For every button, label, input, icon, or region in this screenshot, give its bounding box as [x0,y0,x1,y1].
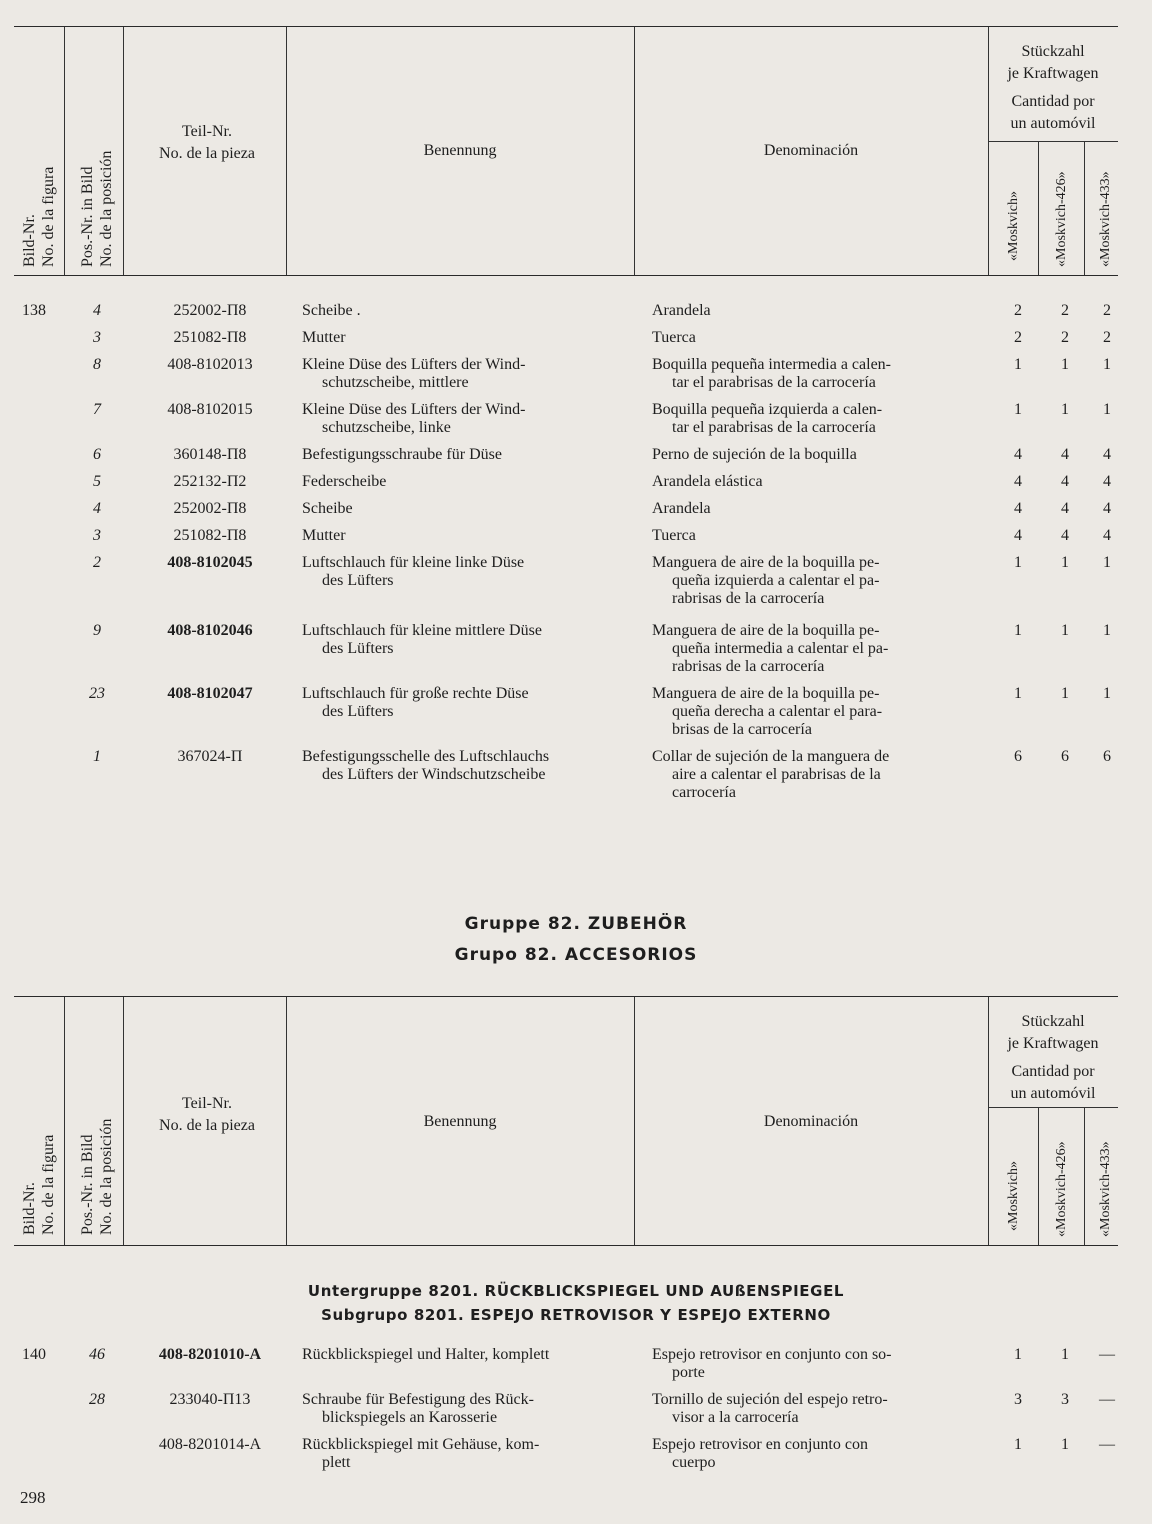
name-es: Arandela [652,500,711,517]
name-de: Scheibe . [302,302,361,319]
name-es: Arandela elástica [652,473,763,490]
position-number: 23 [89,685,105,702]
header-pos-col: Pos.-Nr. in Bild No. de la posición [79,150,115,267]
page-number: 298 [20,1488,46,1507]
qty-moskvich-433: 4 [1103,473,1111,490]
name-es: Boquilla pequeña izquierda a calen- tar el parabrisas de la carrocería [652,401,883,436]
qty-moskvich-426: 1 [1061,356,1069,373]
name-es: Espejo retrovisor en conjunto con cuerpo [652,1436,868,1471]
qty-moskvich-426: 1 [1061,622,1069,639]
header-name-es: Denominación [763,142,859,159]
name-de: Rückblickspiegel und Halter, komplett [302,1346,550,1363]
name-es: Espejo retrovisor en conjunto con so- porte [652,1346,892,1381]
qty-moskvich: 2 [1014,329,1022,346]
qty-moskvich: 1 [1014,1436,1022,1453]
subgroup-title-de: Untergruppe 8201. RÜCKBLICKSPIEGEL UND AUßENSPIEGEL [307,1282,845,1300]
qty-moskvich-433: 1 [1103,685,1111,702]
qty-moskvich-426: 1 [1061,685,1069,702]
qty-moskvich: 4 [1014,500,1022,517]
name-es: Tornillo de sujeción del espejo retro- visor a la carrocería [652,1391,888,1426]
qty-moskvich-433: — [1099,1346,1115,1363]
position-number: 3 [93,329,101,346]
header-name-de: Benennung [423,142,497,159]
figure-number: 138 [22,302,46,319]
part-number: 251082-П8 [173,329,247,346]
name-es: Tuerca [652,329,696,346]
header-model-1: «Moskvich» [1006,191,1021,261]
position-number: 3 [93,527,101,544]
part-number: 408-8102013 [167,356,253,373]
name-de: Kleine Düse des Lüfters der Wind- schutzscheibe, linke [302,401,526,436]
qty-moskvich: 4 [1014,527,1022,544]
part-number: 408-8102046 [167,622,253,639]
qty-moskvich-426: 4 [1061,500,1069,517]
position-number: 8 [93,356,101,373]
position-number: 1 [93,748,101,765]
position-number: 2 [93,554,101,571]
qty-moskvich-426: 4 [1061,446,1069,463]
position-number: 4 [93,302,101,319]
name-de: Kleine Düse des Lüfters der Wind- schutzscheibe, mittlere [302,356,526,391]
qty-moskvich: 1 [1014,685,1022,702]
qty-moskvich-426: 6 [1061,748,1069,765]
position-number: 4 [93,500,101,517]
table-header-top [14,26,1118,276]
qty-moskvich: 3 [1014,1391,1022,1408]
name-de: Luftschlauch für kleine mittlere Düse des Lüfters [302,622,542,657]
qty-moskvich-426: 4 [1061,473,1069,490]
name-es: Boquilla pequeña intermedia a calen- tar el parabrisas de la carrocería [652,356,892,391]
subgroup-title-es: Subgrupo 8201. ESPEJO RETROVISOR Y ESPEJO EXTERNO [321,1306,831,1324]
qty-moskvich-426: 1 [1061,1346,1069,1363]
part-number: 367024-П [177,748,243,765]
part-number: 252132-П2 [173,473,247,490]
qty-moskvich-433: 2 [1103,302,1111,319]
qty-moskvich: 1 [1014,401,1022,418]
header-pos-col: Pos.-Nr. in Bild No. de la posición [79,1118,115,1235]
qty-moskvich-426: 3 [1061,1391,1069,1408]
name-de: Luftschlauch für kleine linke Düse des Lüfters [302,554,525,589]
qty-moskvich-426: 1 [1061,554,1069,571]
part-number: 408-8102047 [167,685,253,702]
header-model-3: «Moskvich-433» [1098,1141,1113,1237]
qty-moskvich: 2 [1014,302,1022,319]
name-es: Arandela [652,302,711,319]
group-title-de: Gruppe 82. ZUBEHÖR [464,914,688,934]
position-number: 9 [93,622,101,639]
header-name-es: Denominación [763,1113,859,1130]
part-number: 360148-П8 [173,446,247,463]
figure-number: 140 [22,1346,46,1363]
qty-moskvich-433: 1 [1103,401,1111,418]
name-de: Mutter [302,527,346,544]
name-es: Manguera de aire de la boquilla pe- queña derecha a calentar el para- brisas de la carrocería [652,685,883,738]
qty-moskvich: 6 [1014,748,1022,765]
qty-moskvich-433: 6 [1103,748,1111,765]
header-model-1: «Moskvich» [1006,1161,1021,1231]
part-number: 408-8102015 [167,401,253,418]
name-es: Tuerca [652,527,696,544]
qty-moskvich-433: — [1099,1391,1115,1408]
header-fig-col: Bild-Nr. No. de la figura [21,1134,57,1235]
qty-moskvich-433: — [1099,1436,1115,1453]
header-fig-col: Bild-Nr. No. de la figura [21,166,57,267]
qty-moskvich: 1 [1014,622,1022,639]
part-number: 252002-П8 [173,500,247,517]
header-qty: Stückzahl je Kraftwagen Cantidad por un automóvil [1007,1013,1099,1102]
qty-moskvich-433: 4 [1103,500,1111,517]
part-number: 408-8201014-A [158,1436,262,1453]
qty-moskvich: 1 [1014,356,1022,373]
part-number: 251082-П8 [173,527,247,544]
qty-moskvich-426: 2 [1061,329,1069,346]
header-model-2: «Moskvich-426» [1054,1141,1069,1237]
qty-moskvich-433: 1 [1103,554,1111,571]
name-de: Befestigungsschraube für Düse [302,446,502,463]
position-number: 7 [93,401,101,418]
part-number: 233040-П13 [169,1391,251,1408]
position-number: 6 [93,446,101,463]
qty-moskvich: 1 [1014,554,1022,571]
qty-moskvich-433: 1 [1103,622,1111,639]
position-number: 28 [89,1391,105,1408]
qty-moskvich: 4 [1014,473,1022,490]
position-number: 5 [93,473,101,490]
qty-moskvich-426: 4 [1061,527,1069,544]
header-model-3: «Moskvich-433» [1098,171,1113,267]
header-part-col: Teil-Nr. No. de la pieza [159,123,255,162]
name-de: Federscheibe [302,473,387,490]
qty-moskvich-426: 1 [1061,1436,1069,1453]
part-number: 252002-П8 [173,302,247,319]
name-es: Manguera de aire de la boquilla pe- queña intermedia a calentar el pa- rabrisas de la carrocería [652,622,889,675]
name-de: Mutter [302,329,346,346]
qty-moskvich-426: 1 [1061,401,1069,418]
qty-moskvich-426: 2 [1061,302,1069,319]
qty-moskvich: 1 [1014,1346,1022,1363]
name-de: Schraube für Befestigung des Rück- blickspiegels an Karosserie [302,1391,534,1426]
qty-moskvich-433: 2 [1103,329,1111,346]
name-es: Collar de sujeción de la manguera de aire a calentar el parabrisas de la carrocería [652,748,890,801]
header-part-col: Teil-Nr. No. de la pieza [159,1095,255,1134]
qty-moskvich: 4 [1014,446,1022,463]
header-qty: Stückzahl je Kraftwagen Cantidad por un automóvil [1007,43,1099,132]
part-number: 408-8102045 [167,554,253,571]
qty-moskvich-433: 4 [1103,446,1111,463]
qty-moskvich-433: 1 [1103,356,1111,373]
name-es: Perno de sujeción de la boquilla [652,446,857,463]
name-de: Rückblickspiegel mit Gehäuse, kom- plett [302,1436,540,1471]
name-es: Manguera de aire de la boquilla pe- queña izquierda a calentar el pa- rabrisas de la carrocería [652,554,880,607]
position-number: 46 [89,1346,105,1363]
header-model-2: «Moskvich-426» [1054,171,1069,267]
table-header-bottom [14,996,1118,1246]
name-de: Luftschlauch für große rechte Düse des Lüfters [302,685,529,720]
part-number: 408-8201010-A [158,1346,262,1363]
group-title-es: Grupo 82. ACCESORIOS [454,945,698,965]
name-de: Befestigungsschelle des Luftschlauchs des Lüfters der Windschutzscheibe [302,748,550,783]
header-name-de: Benennung [423,1113,497,1130]
qty-moskvich-433: 4 [1103,527,1111,544]
name-de: Scheibe [302,500,353,517]
